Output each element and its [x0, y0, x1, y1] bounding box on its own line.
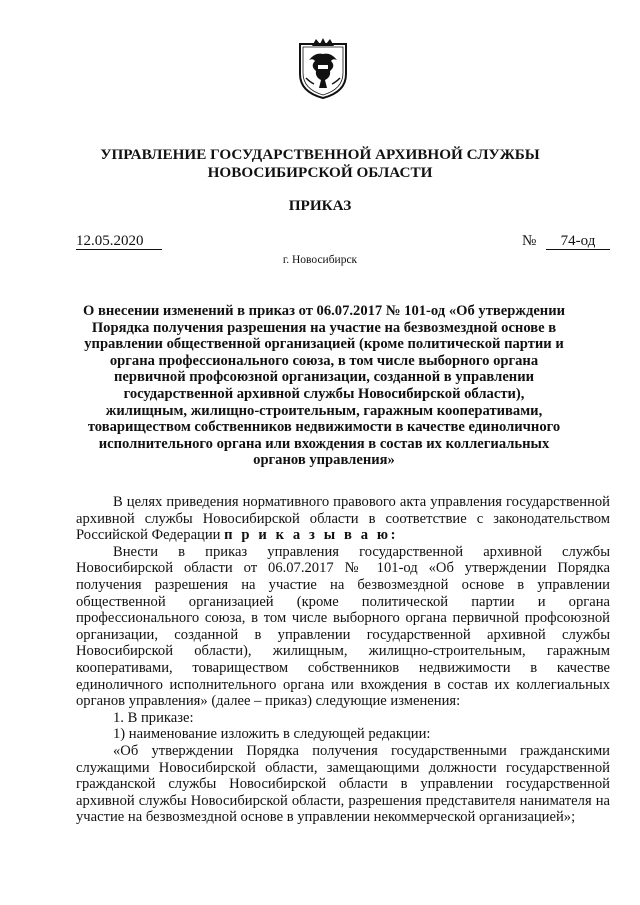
order-number: 74-од [546, 233, 610, 250]
document-type: ПРИКАЗ [288, 197, 352, 214]
order-subject-title: О внесении изменений в приказ от 06.07.2017 № 101-од «Об утверждении Порядка получения разрешения на участие на безвозмездной основе в управлении общественной организацией (кроме политической партии и органа профессионального союза, в том числе выборного органа первичной профсоюзной организации, созданной в управлении государственной архивной службы Новосибирской области), жилищным, жилищно-строительным, гаражным кооперативами, товариществом собственников недвижимости в качестве единоличного исполнительного органа или вхождения в состав их коллегиальных органов управления» [82, 303, 566, 469]
paragraph-subitem-1: 1) наименование изложить в следующей редакции: [113, 726, 431, 743]
paragraph-item-1: 1. В приказе: [113, 709, 194, 726]
org-line-2: НОВОСИБИРСКОЙ ОБЛАСТИ [207, 164, 433, 181]
city: г. Новосибирск [282, 254, 358, 266]
paragraph-new-title: «Об утверждении Порядка получения государственными гражданскими служащими Новосибирской области, замещающими должности государственной гражданской службы Новосибирской области в управлении государственной архивной службы Новосибирской области, разрешения представителя нанимателя на участие на безвозмездной основе в управлении некоммерческой организацией»; [76, 742, 610, 826]
orders-word: п р и к а з ы в а ю: [224, 527, 399, 544]
paragraph-preamble [76, 494, 610, 544]
order-date: 12.05.2020 [76, 233, 162, 250]
order-body [76, 494, 610, 826]
organization-name [0, 146, 640, 182]
preamble-text: В целях приведения нормативного правового акта управления государственной архивной службы Новосибирской области в соответствие с законодательством Российской Федерации [76, 494, 610, 544]
paragraph-amend: Внести в приказ управления государственной архивной службы Новосибирской области от 06.07.2017 № 101-од «Об утверждении Порядка получения разрешения на участие на безвозмездной основе в управлении общественной организацией (кроме политической партии и органа профессионального союза, в том числе выборного органа первичной профсоюзной организации, созданной в управлении государственной архивной службы Новосибирской области), жилищным, жилищно-строительным, гаражным кооперативами, товариществом собственников недвижимости в качестве единоличного исполнительного органа или вхождения в состав их коллегиальных органов управления» (далее – приказ) следующие изменения: [76, 543, 610, 710]
org-line-1: УПРАВЛЕНИЕ ГОСУДАРСТВЕННОЙ АРХИВНОЙ СЛУЖБЫ [100, 146, 540, 163]
number-label: № [522, 233, 537, 249]
coat-of-arms-icon [296, 38, 350, 100]
